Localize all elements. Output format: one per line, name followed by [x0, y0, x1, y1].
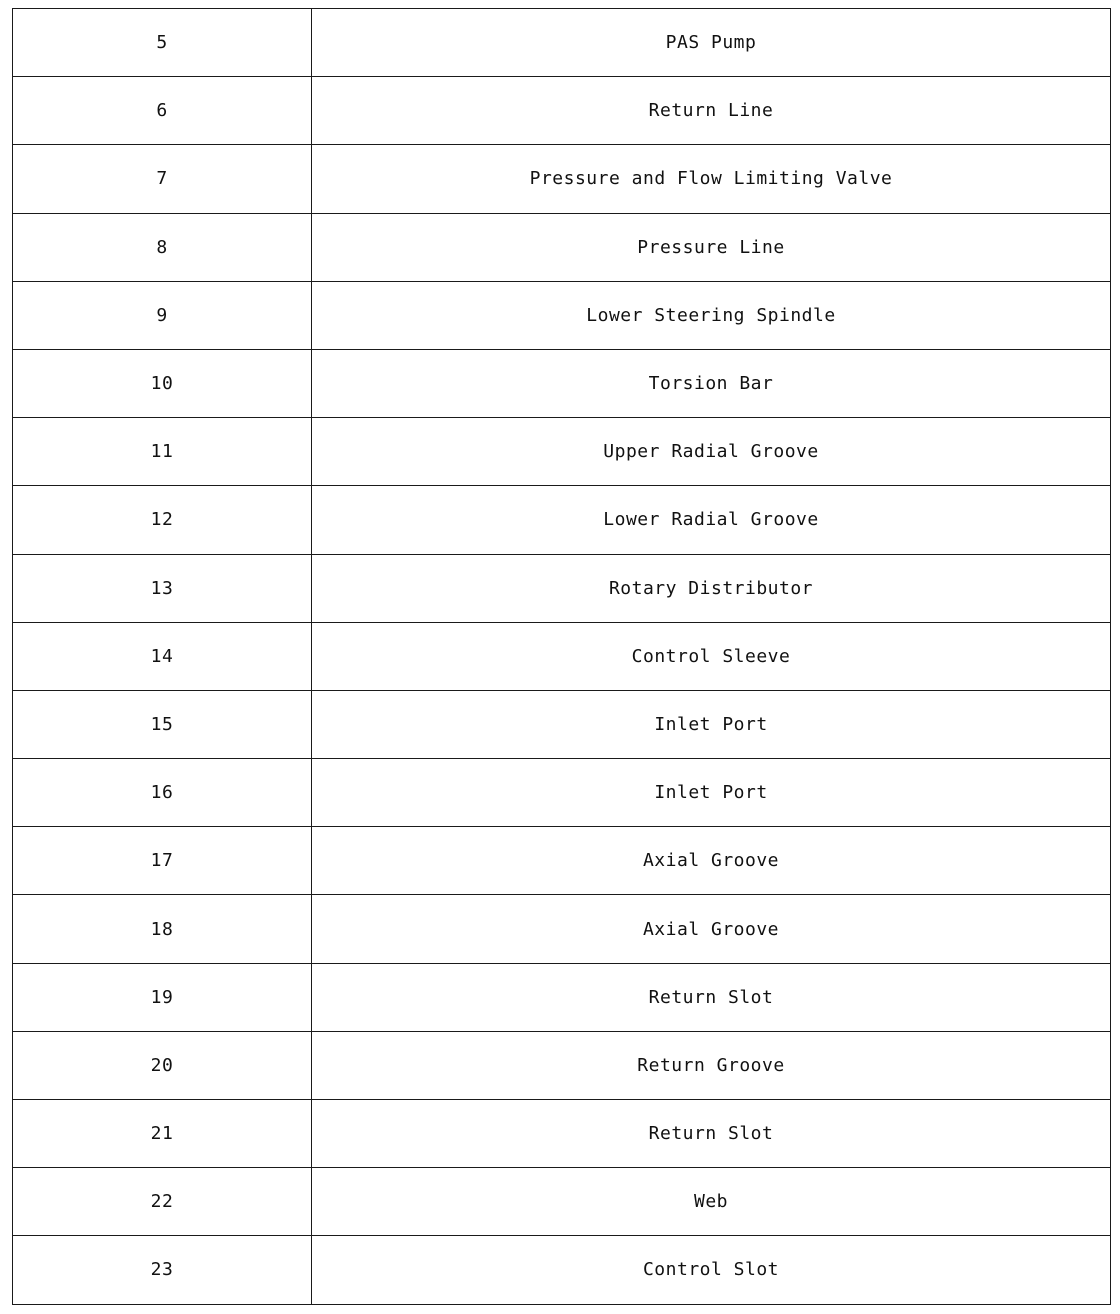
part-name-cell: Upper Radial Groove	[312, 418, 1111, 486]
table-row	[13, 690, 1111, 758]
part-number-cell: 18	[13, 895, 312, 963]
table-row	[13, 77, 1111, 145]
part-name-cell: Return Line	[312, 77, 1111, 145]
table-row	[13, 1168, 1111, 1236]
part-number-cell: 15	[13, 690, 312, 758]
table-row	[13, 554, 1111, 622]
part-number-cell: 9	[13, 281, 312, 349]
part-number-cell: 12	[13, 486, 312, 554]
part-number-cell: 8	[13, 213, 312, 281]
part-name-cell: PAS Pump	[312, 9, 1111, 77]
part-name-cell: Torsion Bar	[312, 349, 1111, 417]
table-row	[13, 1236, 1111, 1304]
table-row	[13, 895, 1111, 963]
part-name-cell: Pressure and Flow Limiting Valve	[312, 145, 1111, 213]
part-number-cell: 22	[13, 1168, 312, 1236]
table-row	[13, 418, 1111, 486]
table-row	[13, 827, 1111, 895]
part-number-cell: 20	[13, 1031, 312, 1099]
part-number-cell: 14	[13, 622, 312, 690]
table-row	[13, 145, 1111, 213]
part-number-cell: 11	[13, 418, 312, 486]
part-number-cell: 5	[13, 9, 312, 77]
part-number-cell: 23	[13, 1236, 312, 1304]
part-number-cell: 13	[13, 554, 312, 622]
part-number-cell: 7	[13, 145, 312, 213]
part-name-cell: Return Slot	[312, 1100, 1111, 1168]
part-number-cell: 21	[13, 1100, 312, 1168]
parts-table-body	[13, 9, 1111, 1305]
table-row	[13, 9, 1111, 77]
table-row	[13, 759, 1111, 827]
part-name-cell: Inlet Port	[312, 690, 1111, 758]
part-number-cell: 16	[13, 759, 312, 827]
part-name-cell: Return Groove	[312, 1031, 1111, 1099]
part-name-cell: Pressure Line	[312, 213, 1111, 281]
part-number-cell: 6	[13, 77, 312, 145]
table-row	[13, 1100, 1111, 1168]
part-name-cell: Rotary Distributor	[312, 554, 1111, 622]
part-name-cell: Inlet Port	[312, 759, 1111, 827]
part-name-cell: Control Slot	[312, 1236, 1111, 1304]
part-number-cell: 10	[13, 349, 312, 417]
table-row	[13, 963, 1111, 1031]
part-name-cell: Web	[312, 1168, 1111, 1236]
part-number-cell: 17	[13, 827, 312, 895]
table-row	[13, 1031, 1111, 1099]
part-name-cell: Return Slot	[312, 963, 1111, 1031]
table-row	[13, 349, 1111, 417]
parts-table-container	[12, 8, 1110, 1305]
part-name-cell: Axial Groove	[312, 827, 1111, 895]
part-name-cell: Control Sleeve	[312, 622, 1111, 690]
table-row	[13, 486, 1111, 554]
part-number-cell: 19	[13, 963, 312, 1031]
part-name-cell: Lower Radial Groove	[312, 486, 1111, 554]
part-name-cell: Lower Steering Spindle	[312, 281, 1111, 349]
table-row	[13, 281, 1111, 349]
part-name-cell: Axial Groove	[312, 895, 1111, 963]
parts-table	[12, 8, 1111, 1305]
table-row	[13, 213, 1111, 281]
table-row	[13, 622, 1111, 690]
